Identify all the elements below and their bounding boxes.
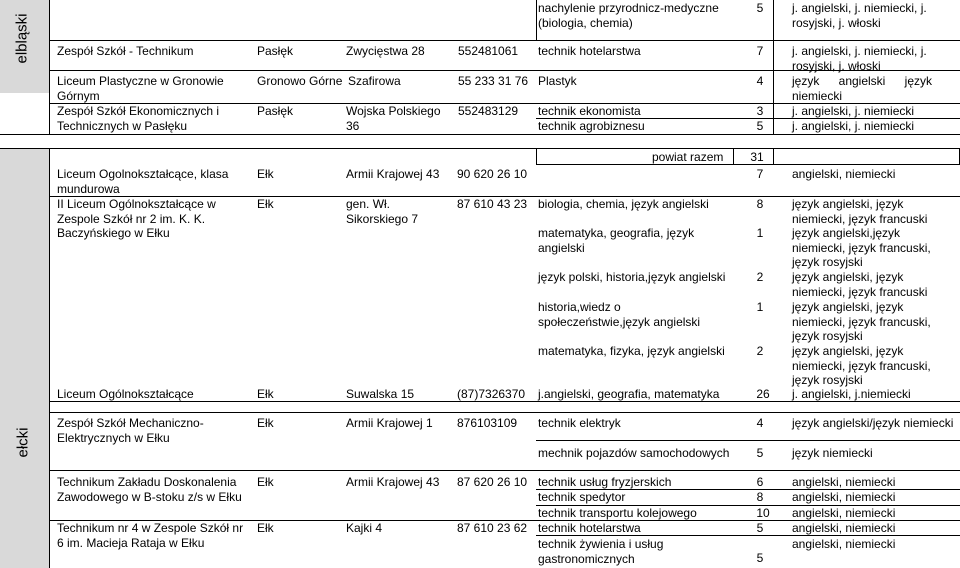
grid-line (49, 0, 50, 134)
grid-line (0, 134, 960, 135)
profile-cell: mechnik pojazdów samochodowych (538, 446, 730, 460)
count-cell: 10 (756, 506, 770, 520)
street-cell: gen. Wł. Sikorskiego 7 (346, 197, 419, 226)
count-cell: 7 (756, 44, 764, 58)
profile-cell: technik transportu kolejowego (538, 506, 697, 520)
count-cell: 5 (756, 119, 764, 133)
languages-cell: angielski, niemiecki (792, 475, 896, 489)
summary-label: powiat razem (652, 150, 724, 164)
languages-cell: język angielski,język niemiecki, język francuski, język rosyjski (792, 226, 931, 269)
grid-line (0, 148, 960, 149)
count-cell: 5 (756, 1, 764, 15)
phone-cell: 552481061 (458, 44, 519, 58)
grid-line (49, 412, 960, 413)
city-cell: Gronowo Górne (257, 74, 343, 88)
languages-cell: język angielski, język niemiecki, język francuski, język rosyjski (792, 300, 931, 343)
city-cell: Ełk (257, 416, 274, 430)
languages-cell: język angielski/język niemiecki (792, 416, 954, 430)
languages-cell: angielski, niemiecki (792, 490, 896, 504)
count-cell: 4 (756, 74, 764, 88)
city-cell: Pasłęk (257, 104, 294, 118)
school-name: Zespół Szkół - Technikum (57, 44, 194, 58)
school-name: Technikum Zakładu Doskonalenia Zawodowego w B-stoku z/s w Ełku (57, 475, 242, 504)
street-cell: Kajki 4 (346, 521, 383, 535)
grid-line (536, 440, 960, 441)
phone-cell: 87 610 23 62 (457, 521, 528, 535)
city-cell: Ełk (257, 521, 274, 535)
school-name: Liceum Ogólnokształcące (57, 387, 194, 401)
street-cell: Wojska Polskiego 36 (346, 104, 441, 133)
count-cell: 8 (756, 490, 764, 504)
region-label-elcki: ełcki (14, 427, 32, 458)
languages-cell: j. angielski, j. niemiecki (792, 104, 915, 118)
count-cell: 4 (756, 416, 764, 430)
phone-cell: 87 620 26 10 (457, 475, 528, 489)
count-cell: 1 (756, 226, 764, 240)
region-label-elblaski: elbląski (13, 13, 31, 64)
profile-cell: biologia, chemia, język angielski (538, 197, 709, 211)
grid-line (49, 40, 960, 41)
profile-cell: technik usług fryzjerskich (538, 475, 672, 489)
profile-cell: nachylenie przyrodnicz-medyczne (biologia, chemia) (538, 1, 719, 30)
profile-cell: technik hotelarstwa (538, 521, 641, 535)
school-name: Liceum Ogolnokształcące, klasa mundurowa (57, 167, 229, 196)
phone-cell: 552483129 (458, 104, 519, 118)
languages-cell: język angielski, język niemiecki, język francuski (792, 270, 928, 299)
grid-line (536, 148, 537, 164)
languages-cell: język niemiecki (792, 446, 873, 460)
phone-cell: (87)7326370 (457, 387, 526, 401)
count-cell: 5 (756, 521, 764, 535)
count-cell: 8 (756, 197, 764, 211)
languages-cell: angielski, niemiecki (792, 167, 896, 181)
grid-line (49, 148, 50, 568)
street-cell: Armii Krajowej 43 (346, 475, 440, 489)
city-cell: Ełk (257, 475, 274, 489)
summary-value: 31 (750, 150, 764, 164)
languages-cell: j. angielski, j.niemiecki (792, 387, 911, 401)
profile-cell: historia,wiedz o społeczeństwie,język angielski (538, 300, 701, 329)
phone-cell: 90 620 26 10 (457, 167, 528, 181)
street-cell: Suwalska 15 (346, 387, 415, 401)
phone-cell: 55 233 31 76 (458, 74, 529, 88)
street-cell: Szafirowa (348, 74, 401, 88)
count-cell: 1 (756, 300, 764, 314)
profile-cell: technik hotelarstwa (538, 44, 641, 58)
languages-cell: język angielski język niemiecki (792, 74, 932, 103)
count-cell: 5 (756, 446, 764, 460)
grid-line (773, 148, 774, 164)
profile-cell: technik ekonomista (538, 104, 641, 118)
count-cell: 7 (756, 167, 764, 181)
languages-cell: angielski, niemiecki (792, 521, 896, 535)
count-cell: 26 (756, 387, 770, 401)
profile-cell: technik agrobiznesu (538, 119, 645, 133)
count-cell: 6 (756, 475, 764, 489)
profile-cell: j.angielski, geografia, matematyka (538, 387, 720, 401)
profile-cell: język polski, historia,język angielski (538, 270, 726, 284)
count-cell: 2 (756, 344, 764, 358)
school-name: Zespół Szkół Ekonomicznych i Technicznych w Pasłęku (57, 104, 220, 133)
phone-cell: 876103109 (457, 416, 518, 430)
languages-cell: j. angielski, j. niemiecki, j. rosyjski, j. włoski (792, 1, 927, 30)
profile-cell: technik spedytor (538, 490, 626, 504)
city-cell: Ełk (257, 387, 274, 401)
street-cell: Armii Krajowej 1 (346, 416, 433, 430)
school-name: Zespół Szkół Mechaniczno-Elektrycznych w Ełku (57, 416, 204, 445)
count-cell: 2 (756, 270, 764, 284)
city-cell: Pasłęk (257, 44, 294, 58)
languages-cell: język angielski, język niemiecki, język francuski (792, 197, 928, 226)
school-name: Technikum nr 4 w Zespole Szkół nr 6 im. Macieja Rataja w Ełku (57, 521, 244, 550)
profile-cell: technik elektryk (538, 416, 621, 430)
region-band-bottom (0, 148, 49, 568)
street-cell: Armii Krajowej 43 (346, 167, 440, 181)
count-cell: 5 (756, 551, 764, 565)
grid-line (536, 0, 537, 40)
profile-cell: Plastyk (538, 74, 577, 88)
grid-line (733, 148, 734, 164)
languages-cell: j. angielski, j. niemiecki (792, 119, 915, 133)
languages-cell: angielski, niemiecki (792, 506, 896, 520)
grid-line (773, 0, 774, 134)
school-name: II Liceum Ogólnokształcące w Zespole Szkół nr 2 im. K. K. Baczyńskiego w Ełku (57, 197, 216, 240)
profile-cell: technik żywienia i usług gastronomicznych (538, 537, 664, 566)
languages-cell: j. angielski, j. niemiecki, j. rosyjski, j. włoski (792, 44, 927, 73)
languages-cell: angielski, niemiecki (792, 537, 896, 551)
phone-cell: 87 610 43 23 (457, 197, 528, 211)
street-cell: Zwycięstwa 28 (346, 44, 425, 58)
school-name: Liceum Plastyczne w Gronowie Górnym (57, 74, 224, 103)
count-cell: 3 (756, 104, 764, 118)
languages-cell: język angielski, język niemiecki, język francuski, język rosyjski (792, 344, 931, 387)
profile-cell: matematyka, fizyka, język angielski (538, 344, 725, 358)
city-cell: Ełk (257, 167, 274, 181)
grid-line (49, 470, 960, 471)
city-cell: Ełk (257, 197, 274, 211)
profile-cell: matematyka, geografia, język angielski (538, 226, 695, 255)
